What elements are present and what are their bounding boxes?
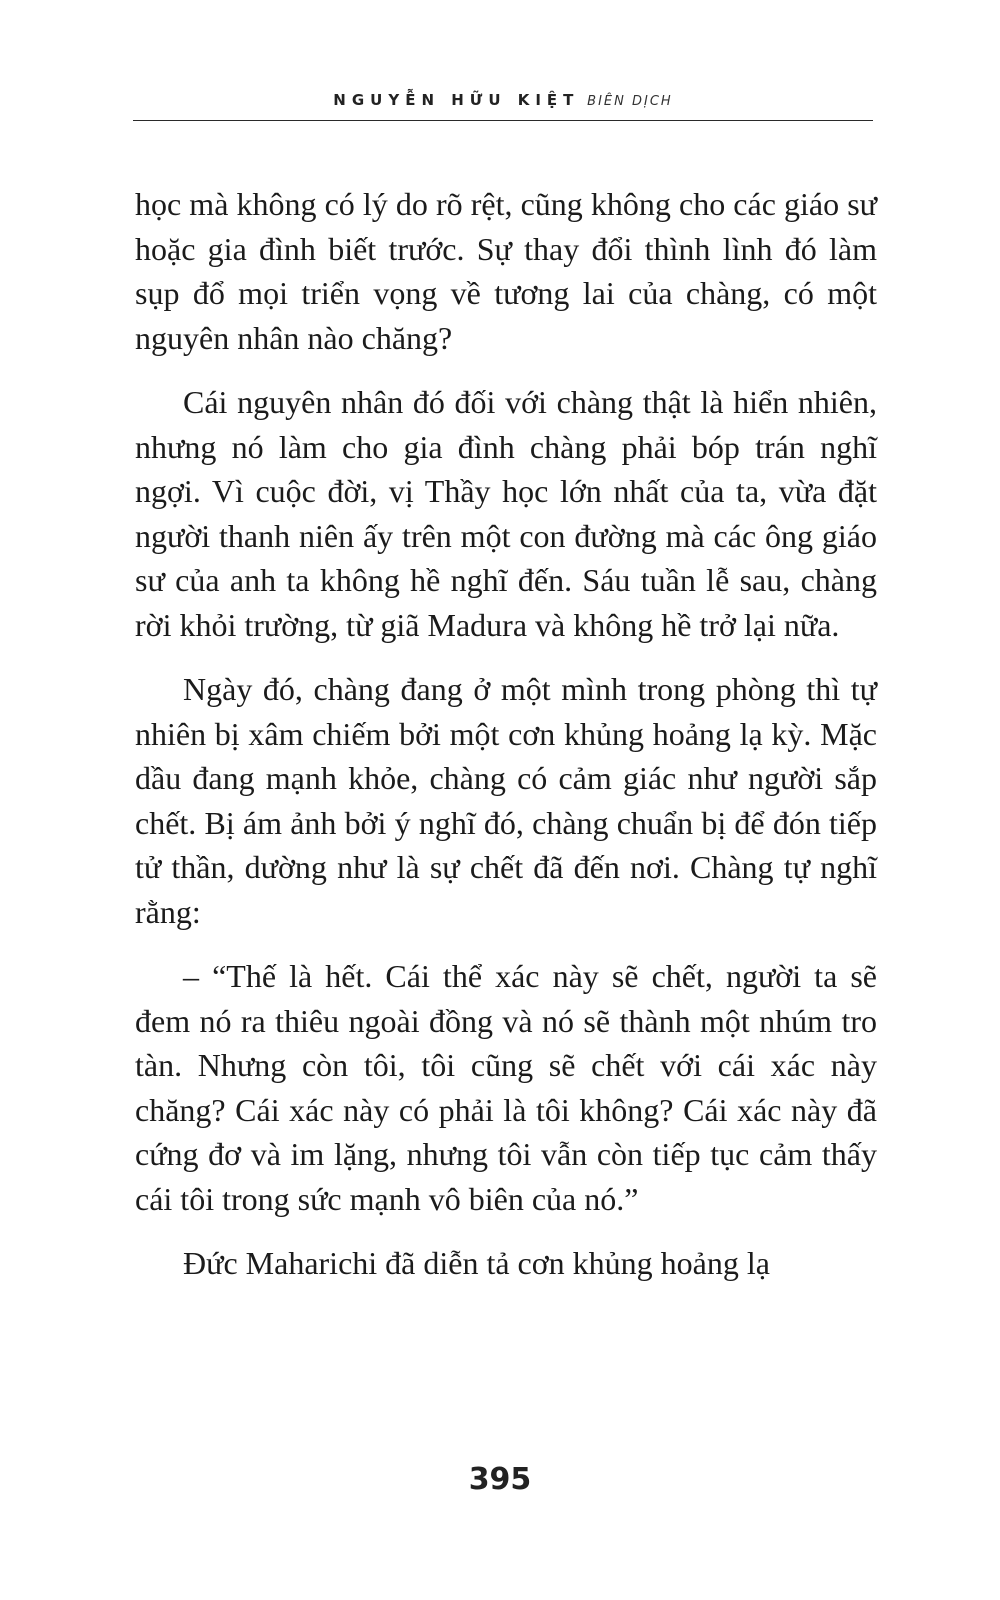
paragraph-3: Ngày đó, chàng đang ở một mình trong phòng thì tự nhiên bị xâm chiếm bởi một cơn khủng hoảng lạ kỳ. Mặc dầu đang mạnh khỏe, chàng có cảm giác như người sắp chết. Bị ám ảnh bởi ý nghĩ đó, chàng chuẩn bị để đón tiếp tử thần, dường như là sự chết đã đến nơi. Chàng tự nghĩ rằng: — [135, 671, 877, 930]
header-author: NGUYỄN HỮU KIỆT — [333, 91, 580, 109]
paragraph-5: Đức Maharichi đã diễn tả cơn khủng hoảng lạ — [183, 1245, 770, 1281]
paragraph-2: Cái nguyên nhân đó đối với chàng thật là hiển nhiên, nhưng nó làm cho gia đình chàng phải bóp trán nghĩ ngợi. Vì cuộc đời, vị Thầy học lớn nhất của ta, vừa đặt người thanh niên ấy trên một con đường mà các ông giáo sư của anh ta không hề nghĩ đến. Sáu tuần lễ sau, chàng rời khỏi trường, từ giã Madura và không hề trở lại nữa. — [135, 384, 877, 643]
page-number: 395 — [468, 1462, 532, 1497]
paragraph-1: học mà không có lý do rõ rệt, cũng không cho các giáo sư hoặc gia đình biết trước. Sự thay đổi thình lình đó làm sụp đổ mọi triển vọng về tương lai của chàng, có một nguyên nhân nào chăng? — [135, 186, 877, 356]
header-role: BIÊN DỊCH — [587, 94, 673, 109]
running-header — [133, 80, 873, 121]
paragraph-4-quote: – “Thế là hết. Cái thể xác này sẽ chết, người ta sẽ đem nó ra thiêu ngoài đồng và nó sẽ thành một nhúm tro tàn. Nhưng còn tôi, tôi cũng sẽ chết với cái xác này chăng? Cái xác này có phải là tôi không? Cái xác này đã cứng đơ và im lặng, nhưng tôi vẫn còn tiếp tục cảm thấy cái tôi trong sức mạnh vô biên của nó.” — [135, 958, 877, 1217]
body-text — [135, 182, 877, 1306]
